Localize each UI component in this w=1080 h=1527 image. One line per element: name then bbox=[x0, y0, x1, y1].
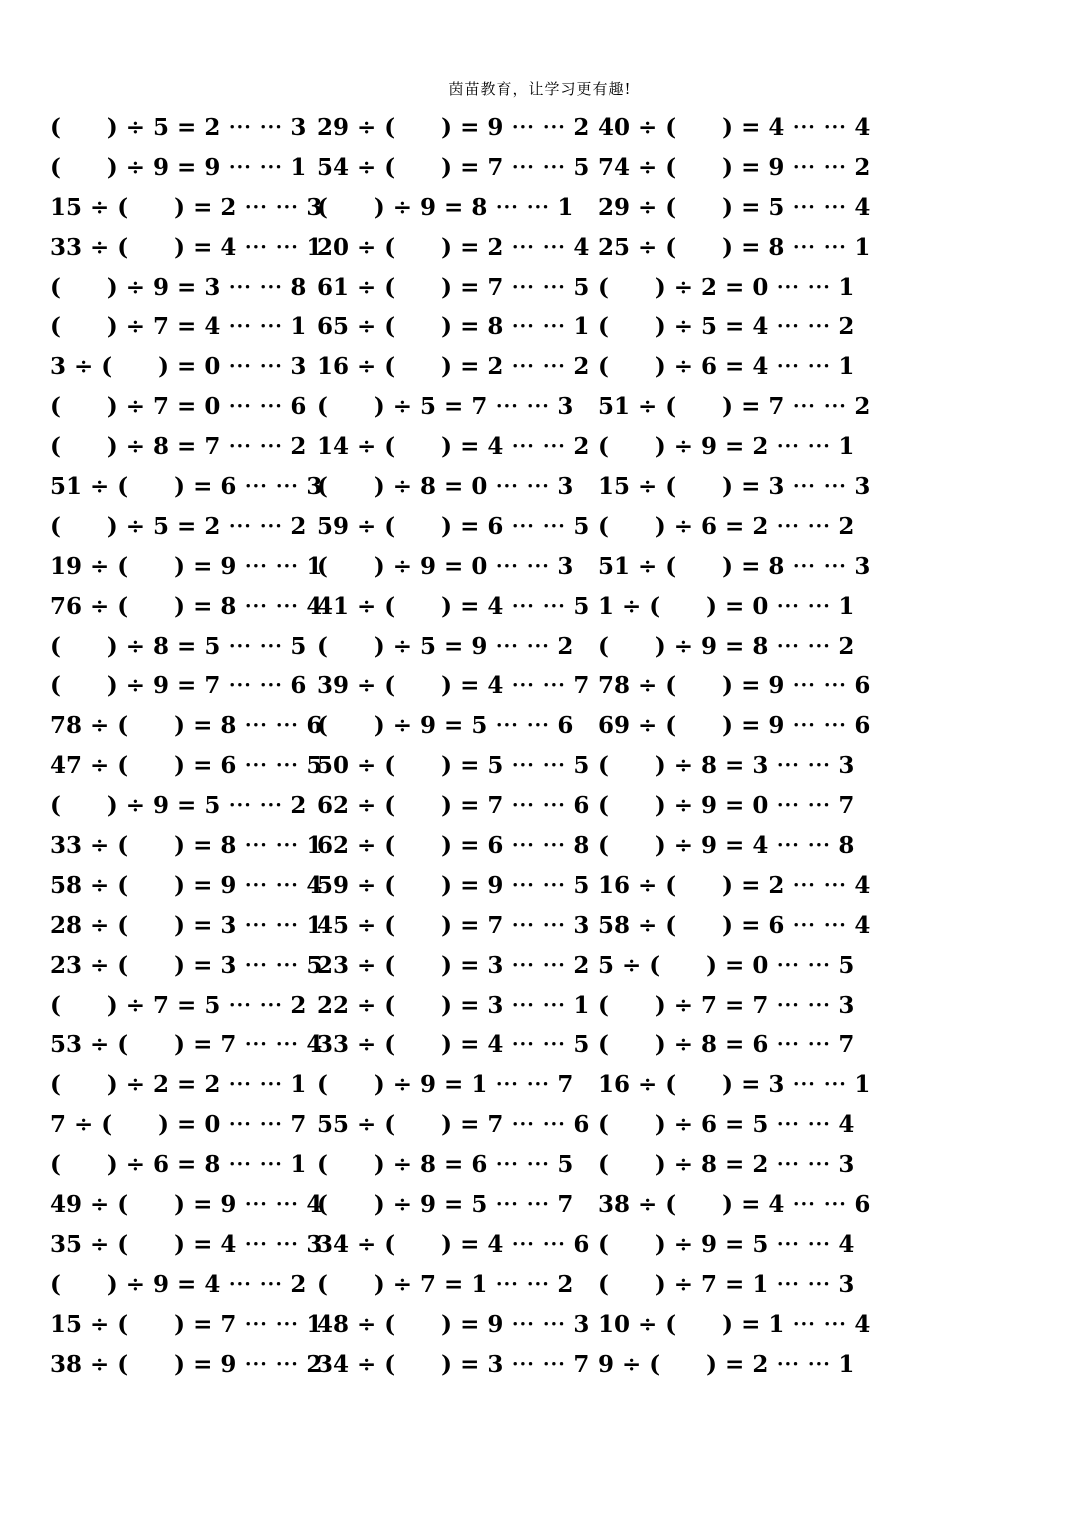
division-problem: 47 ÷ ( ) = 6 ⋯ ⋯ 5 bbox=[50, 752, 323, 780]
problem-row bbox=[0, 387, 1080, 427]
division-problem: ( ) ÷ 9 = 9 ⋯ ⋯ 1 bbox=[50, 153, 307, 181]
problem-row bbox=[0, 866, 1080, 906]
division-problem: ( ) ÷ 9 = 3 ⋯ ⋯ 8 bbox=[50, 273, 307, 301]
division-problem: ( ) ÷ 2 = 2 ⋯ ⋯ 1 bbox=[50, 1071, 307, 1099]
division-problem: 58 ÷ ( ) = 6 ⋯ ⋯ 4 bbox=[598, 911, 871, 939]
division-problem: ( ) ÷ 9 = 5 ⋯ ⋯ 2 bbox=[50, 792, 307, 820]
division-problem: ( ) ÷ 5 = 9 ⋯ ⋯ 2 bbox=[317, 632, 574, 660]
worksheet bbox=[0, 108, 1080, 1385]
division-problem: 54 ÷ ( ) = 7 ⋯ ⋯ 5 bbox=[317, 153, 590, 181]
division-problem: ( ) ÷ 9 = 0 ⋯ ⋯ 3 bbox=[317, 552, 574, 580]
division-problem: 34 ÷ ( ) = 4 ⋯ ⋯ 6 bbox=[317, 1230, 590, 1258]
division-problem: 33 ÷ ( ) = 4 ⋯ ⋯ 5 bbox=[317, 1031, 590, 1059]
division-problem: ( ) ÷ 8 = 2 ⋯ ⋯ 3 bbox=[598, 1151, 855, 1179]
division-problem: 5 ÷ ( ) = 0 ⋯ ⋯ 5 bbox=[598, 951, 855, 979]
problem-row bbox=[0, 1145, 1080, 1185]
division-problem: 45 ÷ ( ) = 7 ⋯ ⋯ 3 bbox=[317, 911, 590, 939]
division-problem: 51 ÷ ( ) = 6 ⋯ ⋯ 3 bbox=[50, 473, 323, 501]
division-problem: ( ) ÷ 7 = 1 ⋯ ⋯ 3 bbox=[598, 1270, 855, 1298]
division-problem: ( ) ÷ 5 = 2 ⋯ ⋯ 3 bbox=[50, 114, 307, 141]
problem-row bbox=[0, 627, 1080, 667]
problem-row bbox=[0, 507, 1080, 547]
division-problem: 33 ÷ ( ) = 4 ⋯ ⋯ 1 bbox=[50, 233, 323, 261]
division-problem: ( ) ÷ 8 = 6 ⋯ ⋯ 7 bbox=[598, 1031, 855, 1059]
problem-row bbox=[0, 347, 1080, 387]
division-problem: ( ) ÷ 9 = 8 ⋯ ⋯ 2 bbox=[598, 632, 855, 660]
division-problem: 34 ÷ ( ) = 3 ⋯ ⋯ 7 bbox=[317, 1350, 590, 1378]
division-problem: 74 ÷ ( ) = 9 ⋯ ⋯ 2 bbox=[598, 153, 871, 181]
division-problem: ( ) ÷ 9 = 2 ⋯ ⋯ 1 bbox=[598, 433, 855, 461]
division-problem: 35 ÷ ( ) = 4 ⋯ ⋯ 3 bbox=[50, 1230, 323, 1258]
division-problem: 55 ÷ ( ) = 7 ⋯ ⋯ 6 bbox=[317, 1111, 590, 1139]
problem-row bbox=[0, 946, 1080, 986]
division-problem: ( ) ÷ 9 = 0 ⋯ ⋯ 7 bbox=[598, 792, 855, 820]
division-problem: ( ) ÷ 2 = 0 ⋯ ⋯ 1 bbox=[598, 273, 855, 301]
division-problem: ( ) ÷ 8 = 6 ⋯ ⋯ 5 bbox=[317, 1151, 574, 1179]
division-problem: 59 ÷ ( ) = 6 ⋯ ⋯ 5 bbox=[317, 512, 590, 540]
division-problem: 41 ÷ ( ) = 4 ⋯ ⋯ 5 bbox=[317, 592, 590, 620]
division-problem: 9 ÷ ( ) = 2 ⋯ ⋯ 1 bbox=[598, 1350, 855, 1378]
problem-row bbox=[0, 666, 1080, 706]
division-problem: 15 ÷ ( ) = 2 ⋯ ⋯ 3 bbox=[50, 193, 323, 221]
division-problem: 29 ÷ ( ) = 9 ⋯ ⋯ 2 bbox=[317, 114, 590, 141]
division-problem: 16 ÷ ( ) = 2 ⋯ ⋯ 2 bbox=[317, 353, 590, 381]
division-problem: ( ) ÷ 7 = 7 ⋯ ⋯ 3 bbox=[598, 991, 855, 1019]
division-problem: 78 ÷ ( ) = 8 ⋯ ⋯ 6 bbox=[50, 712, 323, 740]
problem-row bbox=[0, 1345, 1080, 1385]
page-header: 茵苗教育，让学习更有趣! bbox=[448, 80, 632, 98]
division-problem: ( ) ÷ 5 = 2 ⋯ ⋯ 2 bbox=[50, 512, 307, 540]
division-problem: ( ) ÷ 8 = 0 ⋯ ⋯ 3 bbox=[317, 473, 574, 501]
division-problem: 62 ÷ ( ) = 7 ⋯ ⋯ 6 bbox=[317, 792, 590, 820]
division-problem: 23 ÷ ( ) = 3 ⋯ ⋯ 2 bbox=[317, 951, 590, 979]
problem-row bbox=[0, 307, 1080, 347]
division-problem: 16 ÷ ( ) = 3 ⋯ ⋯ 1 bbox=[598, 1071, 871, 1099]
problem-row bbox=[0, 188, 1080, 228]
division-problem: 25 ÷ ( ) = 8 ⋯ ⋯ 1 bbox=[598, 233, 871, 261]
division-problem: ( ) ÷ 8 = 3 ⋯ ⋯ 3 bbox=[598, 752, 855, 780]
problem-row bbox=[0, 108, 1080, 148]
division-problem: 10 ÷ ( ) = 1 ⋯ ⋯ 4 bbox=[598, 1310, 871, 1338]
division-problem: 38 ÷ ( ) = 9 ⋯ ⋯ 2 bbox=[50, 1350, 323, 1378]
problem-row bbox=[0, 706, 1080, 746]
division-problem: 76 ÷ ( ) = 8 ⋯ ⋯ 4 bbox=[50, 592, 323, 620]
division-problem: ( ) ÷ 9 = 1 ⋯ ⋯ 7 bbox=[317, 1071, 574, 1099]
division-problem: ( ) ÷ 6 = 2 ⋯ ⋯ 2 bbox=[598, 512, 855, 540]
problem-row bbox=[0, 786, 1080, 826]
division-problem: 23 ÷ ( ) = 3 ⋯ ⋯ 5 bbox=[50, 951, 323, 979]
division-problem: 38 ÷ ( ) = 4 ⋯ ⋯ 6 bbox=[598, 1191, 871, 1219]
problem-row bbox=[0, 1305, 1080, 1345]
division-problem: 33 ÷ ( ) = 8 ⋯ ⋯ 1 bbox=[50, 832, 323, 860]
problem-row bbox=[0, 228, 1080, 268]
division-problem: 58 ÷ ( ) = 9 ⋯ ⋯ 4 bbox=[50, 871, 323, 899]
division-problem: ( ) ÷ 9 = 8 ⋯ ⋯ 1 bbox=[317, 193, 574, 221]
division-problem: 14 ÷ ( ) = 4 ⋯ ⋯ 2 bbox=[317, 433, 590, 461]
problem-row bbox=[0, 1025, 1080, 1065]
division-problem: ( ) ÷ 7 = 4 ⋯ ⋯ 1 bbox=[50, 313, 307, 341]
division-problem: ( ) ÷ 7 = 1 ⋯ ⋯ 2 bbox=[317, 1270, 574, 1298]
division-problem: 59 ÷ ( ) = 9 ⋯ ⋯ 5 bbox=[317, 871, 590, 899]
division-problem: ( ) ÷ 6 = 8 ⋯ ⋯ 1 bbox=[50, 1151, 307, 1179]
problem-row bbox=[0, 906, 1080, 946]
problem-row bbox=[0, 268, 1080, 308]
division-problem: 19 ÷ ( ) = 9 ⋯ ⋯ 1 bbox=[50, 552, 323, 580]
division-problem: 20 ÷ ( ) = 2 ⋯ ⋯ 4 bbox=[317, 233, 590, 261]
problem-row bbox=[0, 1065, 1080, 1105]
division-problem: ( ) ÷ 7 = 0 ⋯ ⋯ 6 bbox=[50, 393, 307, 421]
division-problem: 51 ÷ ( ) = 8 ⋯ ⋯ 3 bbox=[598, 552, 871, 580]
division-problem: 29 ÷ ( ) = 5 ⋯ ⋯ 4 bbox=[598, 193, 871, 221]
division-problem: 15 ÷ ( ) = 3 ⋯ ⋯ 3 bbox=[598, 473, 871, 501]
division-problem: 78 ÷ ( ) = 9 ⋯ ⋯ 6 bbox=[598, 672, 871, 700]
division-problem: ( ) ÷ 6 = 5 ⋯ ⋯ 4 bbox=[598, 1111, 855, 1139]
division-problem: ( ) ÷ 8 = 7 ⋯ ⋯ 2 bbox=[50, 433, 307, 461]
division-problem: ( ) ÷ 9 = 7 ⋯ ⋯ 6 bbox=[50, 672, 307, 700]
division-problem: ( ) ÷ 9 = 5 ⋯ ⋯ 4 bbox=[598, 1230, 855, 1258]
division-problem: 61 ÷ ( ) = 7 ⋯ ⋯ 5 bbox=[317, 273, 590, 301]
problem-row bbox=[0, 1265, 1080, 1305]
division-problem: 15 ÷ ( ) = 7 ⋯ ⋯ 1 bbox=[50, 1310, 323, 1338]
division-problem: ( ) ÷ 7 = 5 ⋯ ⋯ 2 bbox=[50, 991, 307, 1019]
division-problem: ( ) ÷ 9 = 4 ⋯ ⋯ 8 bbox=[598, 832, 855, 860]
division-problem: 48 ÷ ( ) = 9 ⋯ ⋯ 3 bbox=[317, 1310, 590, 1338]
division-problem: 65 ÷ ( ) = 8 ⋯ ⋯ 1 bbox=[317, 313, 590, 341]
division-problem: ( ) ÷ 8 = 5 ⋯ ⋯ 5 bbox=[50, 632, 307, 660]
problem-row bbox=[0, 826, 1080, 866]
division-problem: 16 ÷ ( ) = 2 ⋯ ⋯ 4 bbox=[598, 871, 871, 899]
division-problem: ( ) ÷ 5 = 7 ⋯ ⋯ 3 bbox=[317, 393, 574, 421]
division-problem: 50 ÷ ( ) = 5 ⋯ ⋯ 5 bbox=[317, 752, 590, 780]
problem-row bbox=[0, 587, 1080, 627]
problem-row bbox=[0, 1225, 1080, 1265]
problem-row bbox=[0, 1105, 1080, 1145]
problem-row bbox=[0, 986, 1080, 1026]
problem-row bbox=[0, 148, 1080, 188]
problem-row bbox=[0, 1185, 1080, 1225]
problem-row bbox=[0, 746, 1080, 786]
division-problem: 62 ÷ ( ) = 6 ⋯ ⋯ 8 bbox=[317, 832, 590, 860]
division-problem: 49 ÷ ( ) = 9 ⋯ ⋯ 4 bbox=[50, 1191, 323, 1219]
division-problem: 53 ÷ ( ) = 7 ⋯ ⋯ 4 bbox=[50, 1031, 323, 1059]
division-problem: ( ) ÷ 9 = 5 ⋯ ⋯ 6 bbox=[317, 712, 574, 740]
division-problem: ( ) ÷ 9 = 4 ⋯ ⋯ 2 bbox=[50, 1270, 307, 1298]
division-problem: 7 ÷ ( ) = 0 ⋯ ⋯ 7 bbox=[50, 1111, 307, 1139]
division-problem: 39 ÷ ( ) = 4 ⋯ ⋯ 7 bbox=[317, 672, 590, 700]
division-problem: 40 ÷ ( ) = 4 ⋯ ⋯ 4 bbox=[598, 114, 871, 141]
division-problem: ( ) ÷ 6 = 4 ⋯ ⋯ 1 bbox=[598, 353, 855, 381]
problem-row bbox=[0, 467, 1080, 507]
division-problem: 1 ÷ ( ) = 0 ⋯ ⋯ 1 bbox=[598, 592, 855, 620]
division-problem: 3 ÷ ( ) = 0 ⋯ ⋯ 3 bbox=[50, 353, 307, 381]
division-problem: 28 ÷ ( ) = 3 ⋯ ⋯ 1 bbox=[50, 911, 323, 939]
division-problem: ( ) ÷ 9 = 5 ⋯ ⋯ 7 bbox=[317, 1191, 574, 1219]
division-problem: 22 ÷ ( ) = 3 ⋯ ⋯ 1 bbox=[317, 991, 590, 1019]
division-problem: 69 ÷ ( ) = 9 ⋯ ⋯ 6 bbox=[598, 712, 871, 740]
division-problem: 51 ÷ ( ) = 7 ⋯ ⋯ 2 bbox=[598, 393, 871, 421]
problem-row bbox=[0, 427, 1080, 467]
problem-row bbox=[0, 547, 1080, 587]
division-problem: ( ) ÷ 5 = 4 ⋯ ⋯ 2 bbox=[598, 313, 855, 341]
